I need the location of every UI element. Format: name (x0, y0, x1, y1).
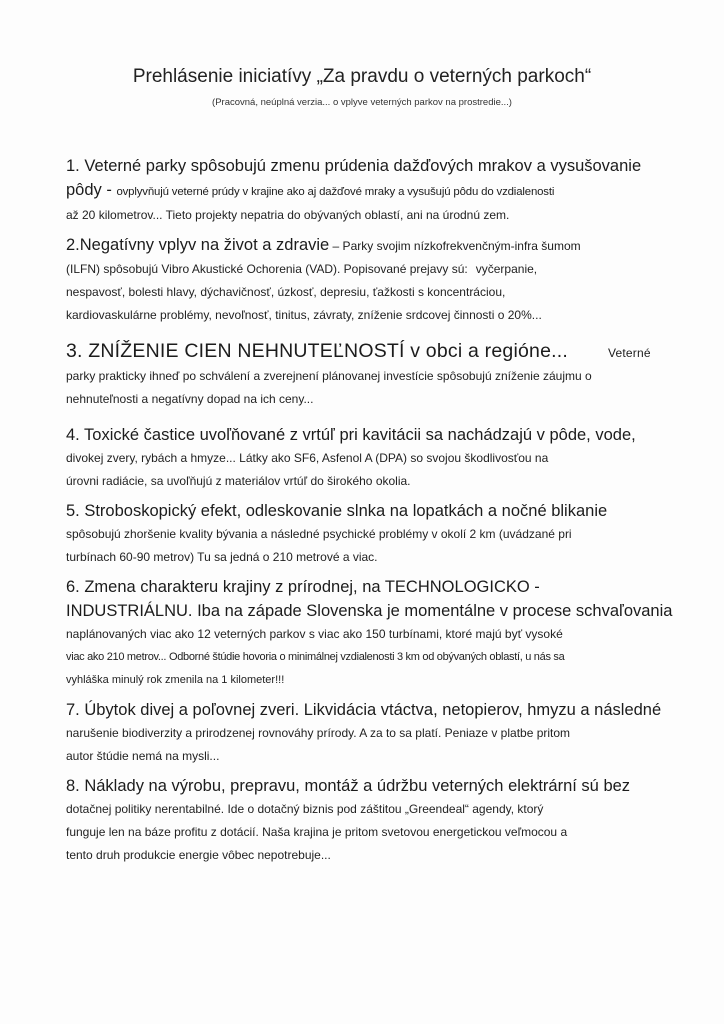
item-4-line-1: divokej zvery, rybách a hmyze... Látky ako SF6, Asfenol A (DPA) so svojou škodlivosťou na (66, 451, 549, 465)
item-7-line-1: narušenie biodiverzity a prirodzenej rovnováhy prírody. A za to sa platí. Peniaze v platbe pritom (66, 726, 571, 740)
list-item-6 (66, 575, 678, 692)
item-1-inline-text: ovplyvňujú veterné prúdy v krajine ako aj dažďové mraky a vysušujú pôdu do vzdialenosti (116, 186, 555, 198)
item-6-heading-part2: INDUSTRIÁLNU. Iba na západe Slovenska je momentálne v procese schvaľovania (66, 602, 673, 620)
item-8-line-1: dotačnej politiky nerentabilné. Ide o dotačný biznis pod záštitou „Greendeal“ agendy, ktorý (66, 802, 544, 816)
item-3-line-2: nehnuteľnosti a negatívny dopad na ich ceny... (66, 392, 314, 406)
item-1-heading: 1. Veterné parky spôsobujú zmenu prúdenia dažďových mrakov a vysušovanie (66, 157, 642, 175)
item-1-heading-part2: pôdy - (66, 181, 117, 199)
item-8-line-2: funguje len na báze profitu z dotácií. Naša krajina je pritom svetovou energetickou veľmocou a (66, 825, 568, 839)
item-3-heading: 3. ZNÍŽENIE CIEN NEHNUTEĽNOSTÍ v obci a regióne... (66, 340, 568, 362)
item-3-inline-text: Veterné (607, 346, 651, 360)
item-4-heading: 4. Toxické častice uvoľňované z vrtúľ pri kavitácii sa nachádzajú v pôde, vode, (66, 426, 636, 444)
item-6-line-3: vyhláška minulý rok zmenila na 1 kilometer!!! (66, 674, 285, 686)
item-5-line-1: spôsobujú zhoršenie kvality bývania a následné psychické problémy v okolí 2 km (uvádzané pri (66, 527, 572, 541)
item-7-line-2: autor štúdie nemá na mysli... (66, 749, 220, 763)
item-4-line-2: úrovni radiácie, sa uvoľňujú z materiálov vrtúľ do širokého okolia. (66, 474, 411, 488)
item-2-line-1: (ILFN) spôsobujú Vibro Akustické Ochorenia (VAD). Popisované prejavy sú: (66, 262, 468, 276)
item-1-line-1: až 20 kilometrov... Tieto projekty nepatria do obývaných oblastí, ani na úrodnú zem. (66, 208, 510, 222)
item-6-line-1: naplánovaných viac ako 12 veterných parkov s viac ako 150 turbínami, ktoré majú byť vysoké (66, 627, 563, 641)
declaration-list (66, 154, 678, 867)
list-item-8 (66, 774, 678, 867)
item-2-line-2: vyčerpanie, (475, 262, 538, 276)
list-item-2 (66, 233, 678, 327)
document-title: Prehlásenie iniciatívy „Za pravdu o veterných parkoch“ (132, 66, 592, 87)
list-item-3 (66, 339, 678, 411)
item-7-heading: 7. Úbytok divej a poľovnej zveri. Likvidácia vtáctva, netopierov, hmyzu a následné (66, 701, 662, 719)
document-subtitle: (Pracovná, neúplná verzia... o vplyve veterných parkov na prostredie...) (212, 97, 512, 108)
list-item-1 (66, 154, 678, 227)
item-2-inline-text: – Parky svojim nízkofrekvenčným-infra šumom (329, 239, 581, 253)
item-8-heading: 8. Náklady na výrobu, prepravu, montáž a údržbu veterných elektrární sú bez (66, 777, 631, 795)
item-2-line-3: nespavosť, bolesti hlavy, dýchavičnosť, úzkosť, depresiu, ťažkosti s koncentráciou, (66, 285, 506, 299)
item-2-line-4: kardiovaskulárne problémy, nevoľnosť, tinitus, závraty, zníženie srdcovej činnosti o 20%... (66, 308, 542, 322)
item-2-heading-line (66, 233, 678, 258)
item-6-heading: 6. Zmena charakteru krajiny z prírodnej, na TECHNOLOGICKO - (66, 578, 540, 596)
item-1-heading-cont (66, 178, 678, 204)
item-2-line-1-row (66, 258, 678, 281)
item-5-line-2: turbínach 60-90 metrov) Tu sa jedná o 210 metrové a viac. (66, 550, 378, 564)
item-3-line-1: parky prakticky ihneď po schválení a zverejnení plánovanej investície spôsobujú zníženie záujmu o (66, 369, 592, 383)
list-item-4 (66, 423, 678, 493)
list-item-7 (66, 698, 678, 768)
item-3-heading-line (66, 339, 678, 365)
item-6-line-2: viac ako 210 metrov... Odborné štúdie hovoria o minimálnej vzdialenosti 3 km od obývaných oblastí, u nás sa (66, 651, 565, 663)
item-8-line-3: tento druh produkcie energie vôbec nepotrebuje... (66, 848, 331, 862)
item-5-heading: 5. Stroboskopický efekt, odleskovanie slnka na lopatkách a nočné blikanie (66, 502, 608, 520)
item-2-heading: 2.Negatívny vplyv na život a zdravie (66, 236, 330, 254)
list-item-5 (66, 499, 678, 569)
